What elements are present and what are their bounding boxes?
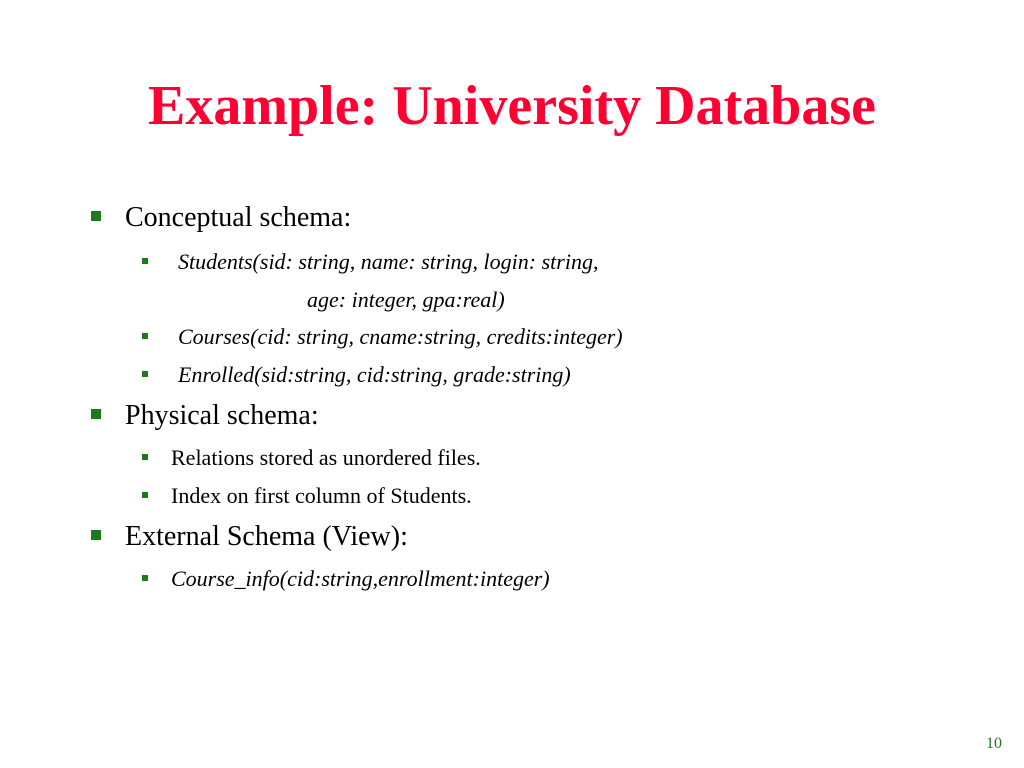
physical-item: Relations stored as unordered files.: [171, 445, 481, 470]
page-number: 10: [986, 735, 1002, 752]
bullet-square-icon: [142, 333, 148, 339]
bullet-square-icon: [91, 211, 101, 221]
physical-schema-heading: Physical schema:: [125, 400, 319, 431]
slide-title: Example: University Database: [148, 75, 876, 137]
bullet-square-icon: [91, 530, 101, 540]
bullet-square-icon: [142, 371, 148, 377]
conceptual-schema-heading: Conceptual schema:: [125, 202, 352, 233]
students-relation-continued: age: integer, gpa:real): [307, 287, 505, 312]
bullet-square-icon: [142, 454, 148, 460]
courses-relation: Courses(cid: string, cname:string, credits:integer): [178, 324, 623, 349]
students-relation: Students(sid: string, name: string, login: string,: [178, 249, 599, 274]
enrolled-relation: Enrolled(sid:string, cid:string, grade:string): [178, 362, 571, 387]
bullet-square-icon: [142, 492, 148, 498]
bullet-square-icon: [142, 575, 148, 581]
external-schema-heading: External Schema (View):: [125, 521, 408, 552]
bullet-square-icon: [142, 258, 148, 264]
physical-item: Index on first column of Students.: [171, 483, 472, 508]
course-info-view: Course_info(cid:string,enrollment:integer): [171, 566, 550, 591]
bullet-square-icon: [91, 409, 101, 419]
